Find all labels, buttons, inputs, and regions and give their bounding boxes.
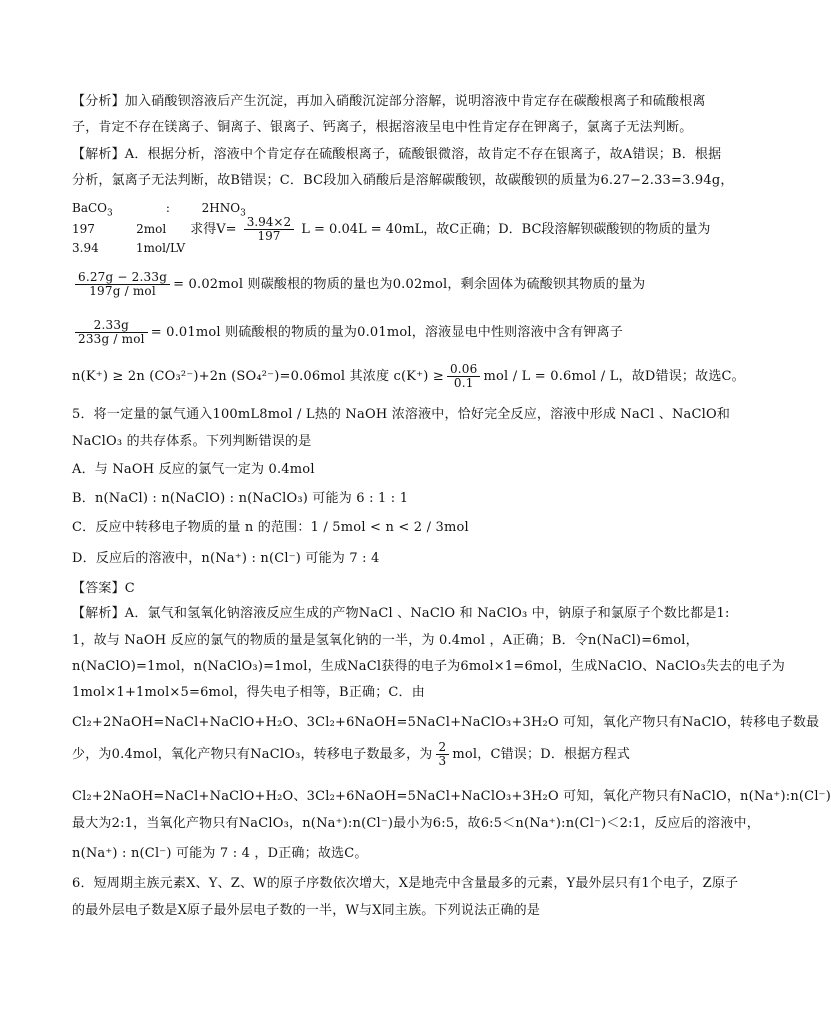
option-c: C．反应中转移电子物质的量 n 的范围：1 / 5mol < n < 2 / 3mol — [72, 520, 469, 535]
explanation-line-5: Cl₂+2NaOH=NaCl+NaClO+H₂O、3Cl₂+6NaOH=5NaCl+NaClO₃+3H₂O 可知，氧化产物只有NaClO，转移电子数最 — [72, 715, 820, 730]
fraction-line-3: n(K⁺) ≥ 2n (CO₃²⁻)+2n (SO₄²⁻)=0.06mol 其浓度 c(K⁺) ≥ $\frac{0.06}{0.1}$ mol / L = 0.6mol / L，故D错误；故选C。 — [72, 362, 745, 390]
analysis-line-1: 【分析】加入硝酸钡溶液后产生沉淀，再加入硝酸沉淀部分溶解，说明溶液中肯定存在碳酸根离子和硫酸根离 — [72, 94, 706, 109]
explanation-line-4: 1mol×1+1mol×5=6mol，得失电子相等，B正确；C．由 — [72, 685, 425, 700]
explanation-line-3: n(NaClO)=1mol，n(NaClO₃)=1mol，生成NaCl获得的电子为6mol×1=6mol，生成NaClO、NaClO₃失去的电子为 — [72, 659, 786, 674]
explanation-line-1: 【解析】A．氯气和氢氧化钠溶液反应生成的产物NaCl 、NaClO 和 NaClO₃ 中，钠原子和氯原子个数比都是1: — [72, 606, 730, 621]
explanation-line-2: 1，故与 NaOH 反应的氯气的物质的量是氢氧化钠的一半，为 0.4mol ，A正确；B．令n(NaCl)=6mol， — [72, 633, 699, 648]
chem-row-formula: BaCO$_3$ : $2HNO_3$ — [72, 201, 246, 219]
solution-line-2: 分析，氯离子无法判断，故B错误；C．BC段加入硝酸后是溶解碳酸钡，故碳酸钡的质量为6.27−2.33=3.94g， — [72, 173, 734, 188]
question-5-line-2: NaClO₃ 的共存体系。下列判断错误的是 — [72, 434, 312, 449]
option-a: A．与 NaOH 反应的氯气一定为 0.4mol — [72, 462, 315, 477]
volume-fraction: $\frac{3.94\times 2}{197}$ — [244, 216, 294, 243]
chem-row-amount: 3.94 1mol/LV — [72, 241, 186, 255]
question-6-line-2: 的最外层电子数是X原子最外层电子数的一半，W与X同主族。下列说法正确的是 — [72, 903, 541, 918]
option-b: B．n(NaCl) : n(NaClO) : n(NaClO₃) 可能为 6 : 1 : 1 — [72, 491, 409, 506]
answer-label: 【答案】C — [72, 581, 135, 596]
explanation-line-6: 少，为0.4mol，氧化产物只有NaClO₃，转移电子数最多，为 $\frac{2}{3}$ mol，C错误；D．根据方程式 — [72, 740, 631, 768]
fraction-line-1: $\frac{6.27g - 2.33g}{\text{197g / mol}}$ = 0.02mol 则碳酸根的物质的量也为0.02mol，剩余固体为硫酸钡其物质的量为 — [72, 270, 722, 302]
question-5-line-1: 5．将一定量的氯气通入100mL8mol / L热的 NaOH 浓溶液中，恰好完全反应，溶液中形成 NaCl 、NaClO和 — [72, 407, 731, 422]
chem-row-molar: 197 2mol 求得V= $\frac{3.94\times 2}{197}$ L = 0.04L = 40mL，故C正确；D．BC段溶解钡碳酸钡的物质的量为 — [72, 215, 711, 243]
option-d: D．反应后的溶液中，n(Na⁺) : n(Cl⁻) 可能为 7 : 4 — [72, 551, 380, 566]
fraction-line-2: $\frac{2.33g}{\text{233g / mol}}$ = 0.01mol 则硫酸根的物质的量为0.01mol，溶液显电中性则溶液中含有钾离子 — [72, 318, 722, 350]
analysis-line-2: 子，肯定不存在镁离子、铜离子、银离子、钙离子，根据溶液呈电中性肯定存在钾离子，氯离子无法判断。 — [72, 120, 693, 135]
explanation-line-9: n(Na⁺) : n(Cl⁻) 可能为 7 : 4 ，D正确；故选C。 — [72, 846, 368, 861]
explanation-line-7: Cl₂+2NaOH=NaCl+NaClO+H₂O、3Cl₂+6NaOH=5NaCl+NaClO₃+3H₂O 可知，氧化产物只有NaClO，n(Na⁺):n(Cl⁻) — [72, 789, 831, 804]
solution-line-1: 【解析】A．根据分析，溶液中个肯定存在硫酸根离子，硫酸银微溶，故肯定不存在银离子，故A错误；B．根据 — [72, 147, 722, 162]
explanation-line-8: 最大为2:1，当氧化产物只有NaClO₃，n(Na⁺):n(Cl⁻)最小为6:5，故6:5＜n(Na⁺):n(Cl⁻)＜2:1，反应后的溶液中， — [72, 816, 760, 831]
question-6-line-1: 6．短周期主族元素X、Y、Z、W的原子序数依次增大，X是地壳中含量最多的元素，Y最外层只有1个电子，Z原子 — [72, 876, 739, 891]
